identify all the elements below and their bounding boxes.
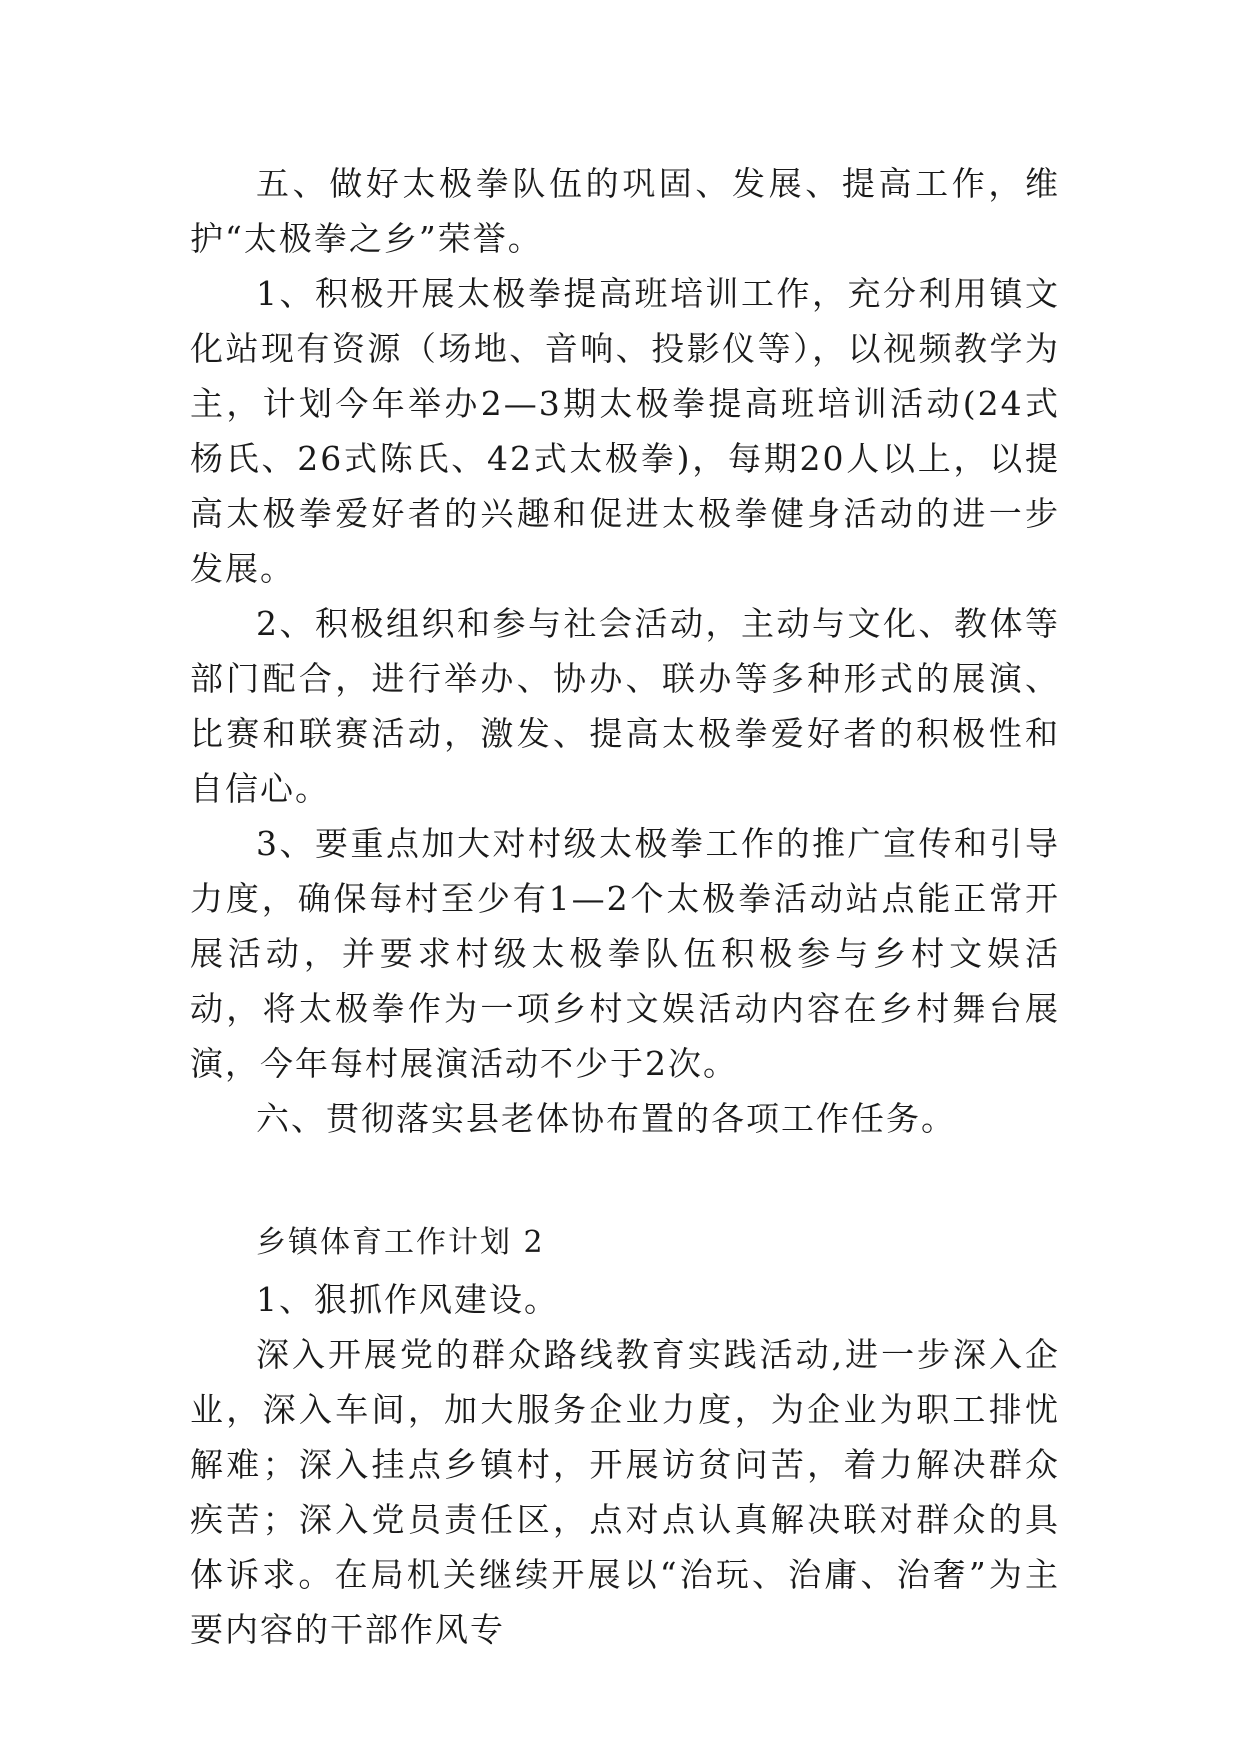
document-body — [190, 156, 1060, 1657]
paragraph-plan2-item-1: 1、狠抓作风建设。 — [256, 1280, 559, 1319]
paragraph-section-five: 五、做好太极拳队伍的巩固、发展、提高工作，维护“太极拳之乡”荣誉。 — [190, 164, 1060, 258]
paragraph-item-1: 1、积极开展太极拳提高班培训工作，充分利用镇文化站现有资源（场地、音响、投影仪等），以视频教学为主，计划今年举办2—3期太极拳提高班培训活动(24式杨氏、26式陈氏、42式太极拳)，每期20人以上，以提高太极拳爱好者的兴趣和促进太极拳健身活动的进一步发展。 — [190, 274, 1060, 588]
paragraph-plan2-body: 深入开展党的群众路线教育实践活动,进一步深入企业，深入车间，加大服务企业力度，为企业为职工排忧解难；深入挂点乡镇村，开展访贫问苦，着力解决群众疾苦；深入党员责任区，点对点认真解决联对群众的具体诉求。在局机关继续开展以“治玩、治庸、治奢”为主要内容的干部作风专 — [190, 1335, 1060, 1649]
paragraph-item-3: 3、要重点加大对村级太极拳工作的推广宣传和引导力度，确保每村至少有1—2个太极拳活动站点能正常开展活动，并要求村级太极拳队伍积极参与乡村文娱活动，将太极拳作为一项乡村文娱活动内容在乡村舞台展演，今年每村展演活动不少于2次。 — [190, 824, 1060, 1083]
paragraph-section-six: 六、贯彻落实县老体协布置的各项工作任务。 — [256, 1099, 956, 1138]
section-title: 乡镇体育工作计划 2 — [256, 1225, 545, 1260]
paragraph-item-2: 2、积极组织和参与社会活动，主动与文化、教体等部门配合，进行举办、协办、联办等多种形式的展演、比赛和联赛活动，激发、提高太极拳爱好者的积极性和自信心。 — [190, 604, 1060, 808]
section-spacer — [190, 1146, 1060, 1214]
